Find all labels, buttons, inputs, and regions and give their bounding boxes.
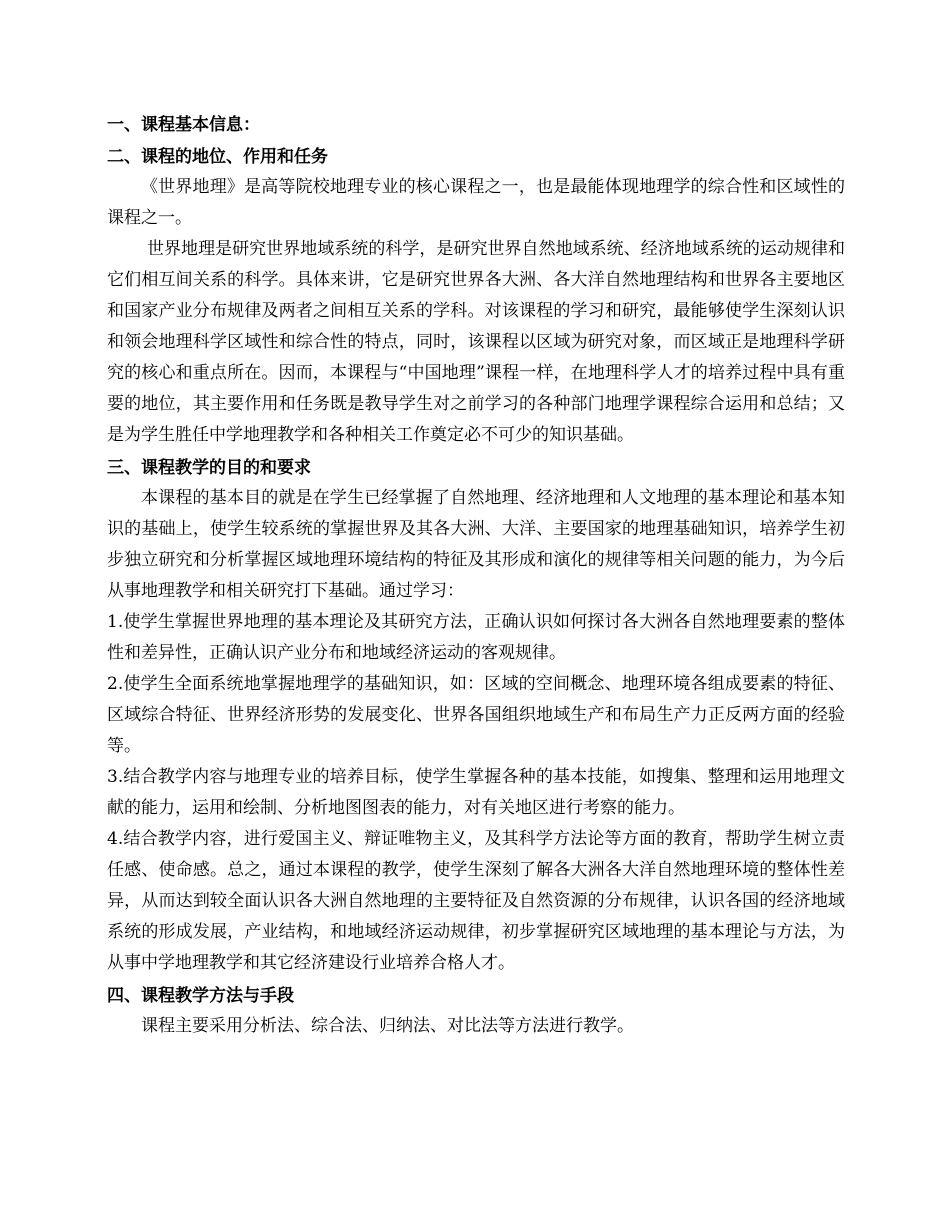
section-heading-methods: 四、课程教学方法与手段: [107, 986, 294, 1006]
list-item-goal-3: 3.结合教学内容与地理专业的培养目标，使学生掌握各种的基本技能，如搜集、整理和运用地理文献的能力，运用和绘制、分析地图图表的能力，对有关地区进行考察的能力。: [107, 767, 845, 818]
section-heading-goals: 三、课程教学的目的和要求: [107, 458, 311, 478]
paragraph-goals-intro: 本课程的基本目的就是在学生已经掌握了自然地理、经济地理和人文地理的基本理论和基本知识的基础上，使学生较系统的掌握世界及其各大洲、大洋、主要国家的地理基础知识，培养学生初步独立研究和分析掌握区域地理环境结构的特征及其形成和演化的规律等相关问题的能力，为今后从事地理教学和相关研究打下基础。通过学习：: [107, 488, 845, 601]
list-item-goal-2: 2.使学生全面系统地掌握地理学的基础知识，如：区域的空间概念、地理环境各组成要素的特征、区域综合特征、世界经济形势的发展变化、世界各国组织地域生产和布局生产力正反两方面的经验等。: [107, 674, 845, 756]
section-heading-status-role: 二、课程的地位、作用和任务: [107, 147, 328, 167]
paragraph-course-intro: 《世界地理》是高等院校地理专业的核心课程之一，也是最能体现地理学的综合性和区域性的课程之一。: [107, 177, 845, 228]
paragraph-methods: 课程主要采用分析法、综合法、归纳法、对比法等方法进行教学。: [141, 1016, 634, 1036]
section-heading-basic-info: 一、课程基本信息：: [107, 115, 260, 135]
list-item-goal-4: 4.结合教学内容，进行爱国主义、辩证唯物主义，及其科学方法论等方面的教育，帮助学生树立责任感、使命感。总之，通过本课程的教学，使学生深刻了解各大洲各大洋自然地理环境的整体性差异，从而达到较全面认识各大洲自然地理的主要特征及自然资源的分布规律，认识各国的经济地域系统的形成发展，产业结构，和地域经济运动规律，初步掌握研究区域地理的基本理论与方法，为从事中学地理教学和其它经济建设行业培养合格人才。: [107, 829, 845, 973]
paragraph-world-geography-definition: 世界地理是研究世界地域系统的科学，是研究世界自然地域系统、经济地域系统的运动规律和它们相互间关系的科学。具体来讲，它是研究世界各大洲、各大洋自然地理结构和世界各主要地区和国家产业分布规律及两者之间相互关系的学科。对该课程的学习和研究，最能够使学生深刻认识和领会地理科学区域性和综合性的特点，同时，该课程以区域为研究对象，而区域正是地理科学研究的核心和重点所在。因而，本课程与“中国地理”课程一样，在地理科学人才的培养过程中具有重要的地位，其主要作用和任务既是教导学生对之前学习的各种部门地理学课程综合运用和总结；又是为学生胜任中学地理教学和各种相关工作奠定必不可少的知识基础。: [107, 239, 845, 445]
document-page: [107, 110, 845, 1042]
list-item-goal-1: 1.使学生掌握世界地理的基本理论及其研究方法，正确认识如何探讨各大洲各自然地理要素的整体性和差异性，正确认识产业分布和地域经济运动的客观规律。: [107, 612, 845, 663]
